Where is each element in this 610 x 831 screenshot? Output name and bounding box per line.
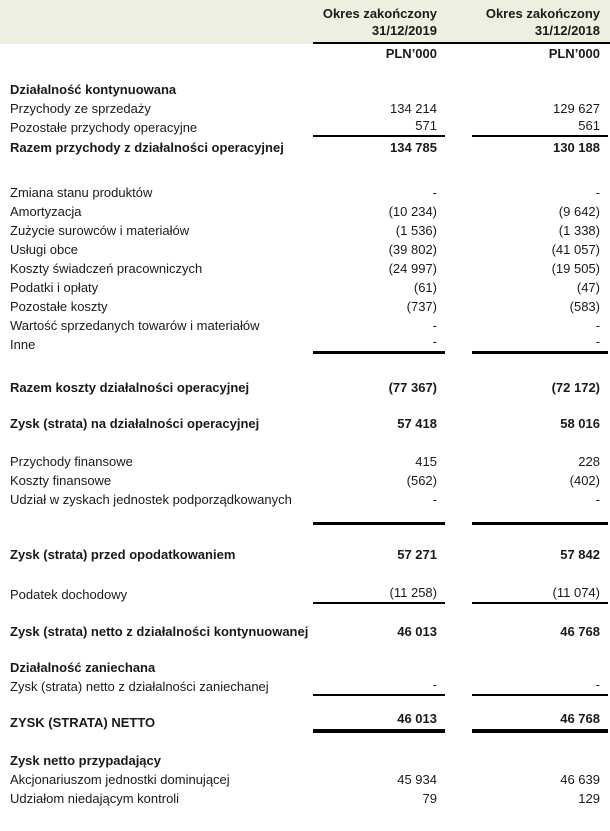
value-2018: (9 642) (558, 204, 600, 219)
table-row (0, 183, 610, 202)
value-2018: - (472, 675, 608, 696)
value-2019: (11 258) (313, 583, 445, 604)
value-2019: 134 785 (390, 140, 437, 155)
spacer (0, 397, 610, 414)
table-row (0, 770, 610, 789)
value-2018: (402) (569, 473, 600, 488)
table-row (0, 221, 610, 240)
value-2018: (72 172) (551, 380, 600, 395)
row-label: Podatki i opłaty (10, 280, 99, 295)
value-2019: 57 271 (397, 547, 437, 562)
row-label: Razem koszty działalności operacyjnej (10, 380, 250, 395)
value-2019: (1 536) (395, 223, 437, 238)
spacer (0, 733, 610, 751)
value-2019: 46 013 (397, 624, 437, 639)
table-row (0, 490, 610, 509)
table-row (0, 259, 610, 278)
value-2018: 228 (578, 454, 600, 469)
row-label: Koszty świadczeń pracowniczych (10, 261, 203, 276)
spacer (0, 159, 610, 183)
row-label: Zysk (strata) przed opodatkowaniem (10, 547, 236, 562)
row-label: Udział w zyskach jednostek podporządkowanych (10, 492, 292, 507)
value-2019: 45 934 (397, 772, 437, 787)
row-label: Zysk netto przypadający (10, 753, 161, 768)
value-2018: 46 639 (560, 772, 600, 787)
section-row (0, 751, 610, 770)
row-label: Inne (10, 337, 36, 352)
table-row (0, 452, 610, 471)
table-row (0, 335, 610, 354)
spacer (0, 509, 610, 522)
value-2018: - (595, 185, 600, 200)
value-2019: (39 802) (388, 242, 437, 257)
value-2018: 129 627 (553, 101, 600, 116)
value-2019: - (432, 492, 437, 507)
value-2019: 571 (313, 116, 445, 137)
spacer (0, 604, 610, 622)
value-2019: (24 997) (388, 261, 437, 276)
table-row (0, 677, 610, 696)
period-column-2019 (313, 5, 445, 39)
row-label: Podatek dochodowy (10, 587, 128, 602)
table-row (0, 118, 610, 137)
period-header-band (0, 0, 610, 44)
header-rule (313, 42, 610, 44)
total-row (0, 712, 610, 733)
row-label: Działalność kontynuowana (10, 82, 177, 97)
value-2018: 46 768 (560, 624, 600, 639)
value-2019: - (432, 318, 437, 333)
row-label: Zysk (strata) netto z działalności kontynuowanej (10, 624, 309, 639)
row-label: Zysk (strata) netto z działalności zaniechanej (10, 679, 269, 694)
row-label: Przychody finansowe (10, 454, 133, 469)
value-2018: 561 (472, 116, 608, 137)
spacer (0, 564, 610, 585)
row-label: Udziałom niedającym kontroli (10, 791, 180, 806)
table-row (0, 585, 610, 604)
value-2018: 58 016 (560, 416, 600, 431)
row-label: ZYSK (STRATA) NETTO (10, 715, 156, 730)
value-2018: 46 768 (472, 708, 608, 733)
row-label: Pozostałe koszty (10, 299, 108, 314)
value-2019: (77 367) (388, 380, 437, 395)
table-row (0, 471, 610, 490)
row-label: Pozostałe przychody operacyjne (10, 120, 198, 135)
section-row (0, 80, 610, 99)
value-2018: (41 057) (551, 242, 600, 257)
value-2018: 130 188 (553, 140, 600, 155)
spacer (0, 525, 610, 545)
table-row (0, 240, 610, 259)
table-row (0, 278, 610, 297)
value-2019: 46 013 (313, 708, 445, 733)
row-label: Zysk (strata) na działalności operacyjnej (10, 416, 260, 431)
total-row (0, 414, 610, 433)
value-2018: (1 338) (558, 223, 600, 238)
period-2019-line1: Okres zakończony (322, 6, 437, 21)
value-2019: (562) (406, 473, 437, 488)
row-label: Zmiana stanu produktów (10, 185, 153, 200)
total-row (0, 622, 610, 641)
subtotal-rule (472, 522, 608, 525)
value-2019: 415 (415, 454, 437, 469)
value-2018: (47) (576, 280, 600, 295)
spacer (0, 433, 610, 452)
period-2018-line2: 31/12/2018 (534, 23, 600, 38)
value-2018: 57 842 (560, 547, 600, 562)
total-row (0, 545, 610, 564)
table-row (0, 202, 610, 221)
value-2019: - (313, 332, 445, 354)
value-2019: (10 234) (388, 204, 437, 219)
table-row (0, 789, 610, 808)
spacer (0, 641, 610, 658)
value-2019: 134 214 (390, 101, 437, 116)
value-2019: (61) (413, 280, 437, 295)
row-label: Zużycie surowców i materiałów (10, 223, 190, 238)
value-2018: 129 (578, 791, 600, 806)
value-2018: - (595, 492, 600, 507)
row-label: Koszty finansowe (10, 473, 112, 488)
period-2019-line2: 31/12/2019 (371, 23, 437, 38)
table-row (0, 297, 610, 316)
value-2019: - (313, 675, 445, 696)
value-2018: (19 505) (551, 261, 600, 276)
period-2018-line1: Okres zakończony (485, 6, 600, 21)
row-label: Amortyzacja (10, 204, 82, 219)
spacer (0, 354, 610, 378)
statement-rows (0, 80, 610, 808)
row-label: Razem przychody z działalności operacyjnej (10, 140, 284, 155)
subtotal-rule (313, 522, 445, 525)
value-2019: (737) (406, 299, 437, 314)
spacer (0, 64, 610, 80)
value-2018: (11 074) (472, 583, 608, 604)
row-label: Akcjonariuszom jednostki dominującej (10, 772, 230, 787)
value-2018: - (472, 332, 608, 354)
total-row (0, 137, 610, 159)
value-2019: 79 (422, 791, 437, 806)
value-2019: 57 418 (397, 416, 437, 431)
row-label: Działalność zaniechana (10, 660, 156, 675)
row-label: Przychody ze sprzedaży (10, 101, 151, 116)
row-label: Wartość sprzedanych towarów i materiałów (10, 318, 260, 333)
row-label: Usługi obce (10, 242, 78, 257)
unit-label-2019: PLN’000 (385, 46, 437, 61)
value-2018: - (595, 318, 600, 333)
unit-row (0, 44, 610, 64)
total-row (0, 378, 610, 397)
period-column-2018 (472, 5, 608, 39)
unit-label-2018: PLN’000 (548, 46, 600, 61)
value-2019: - (432, 185, 437, 200)
value-2018: (583) (569, 299, 600, 314)
